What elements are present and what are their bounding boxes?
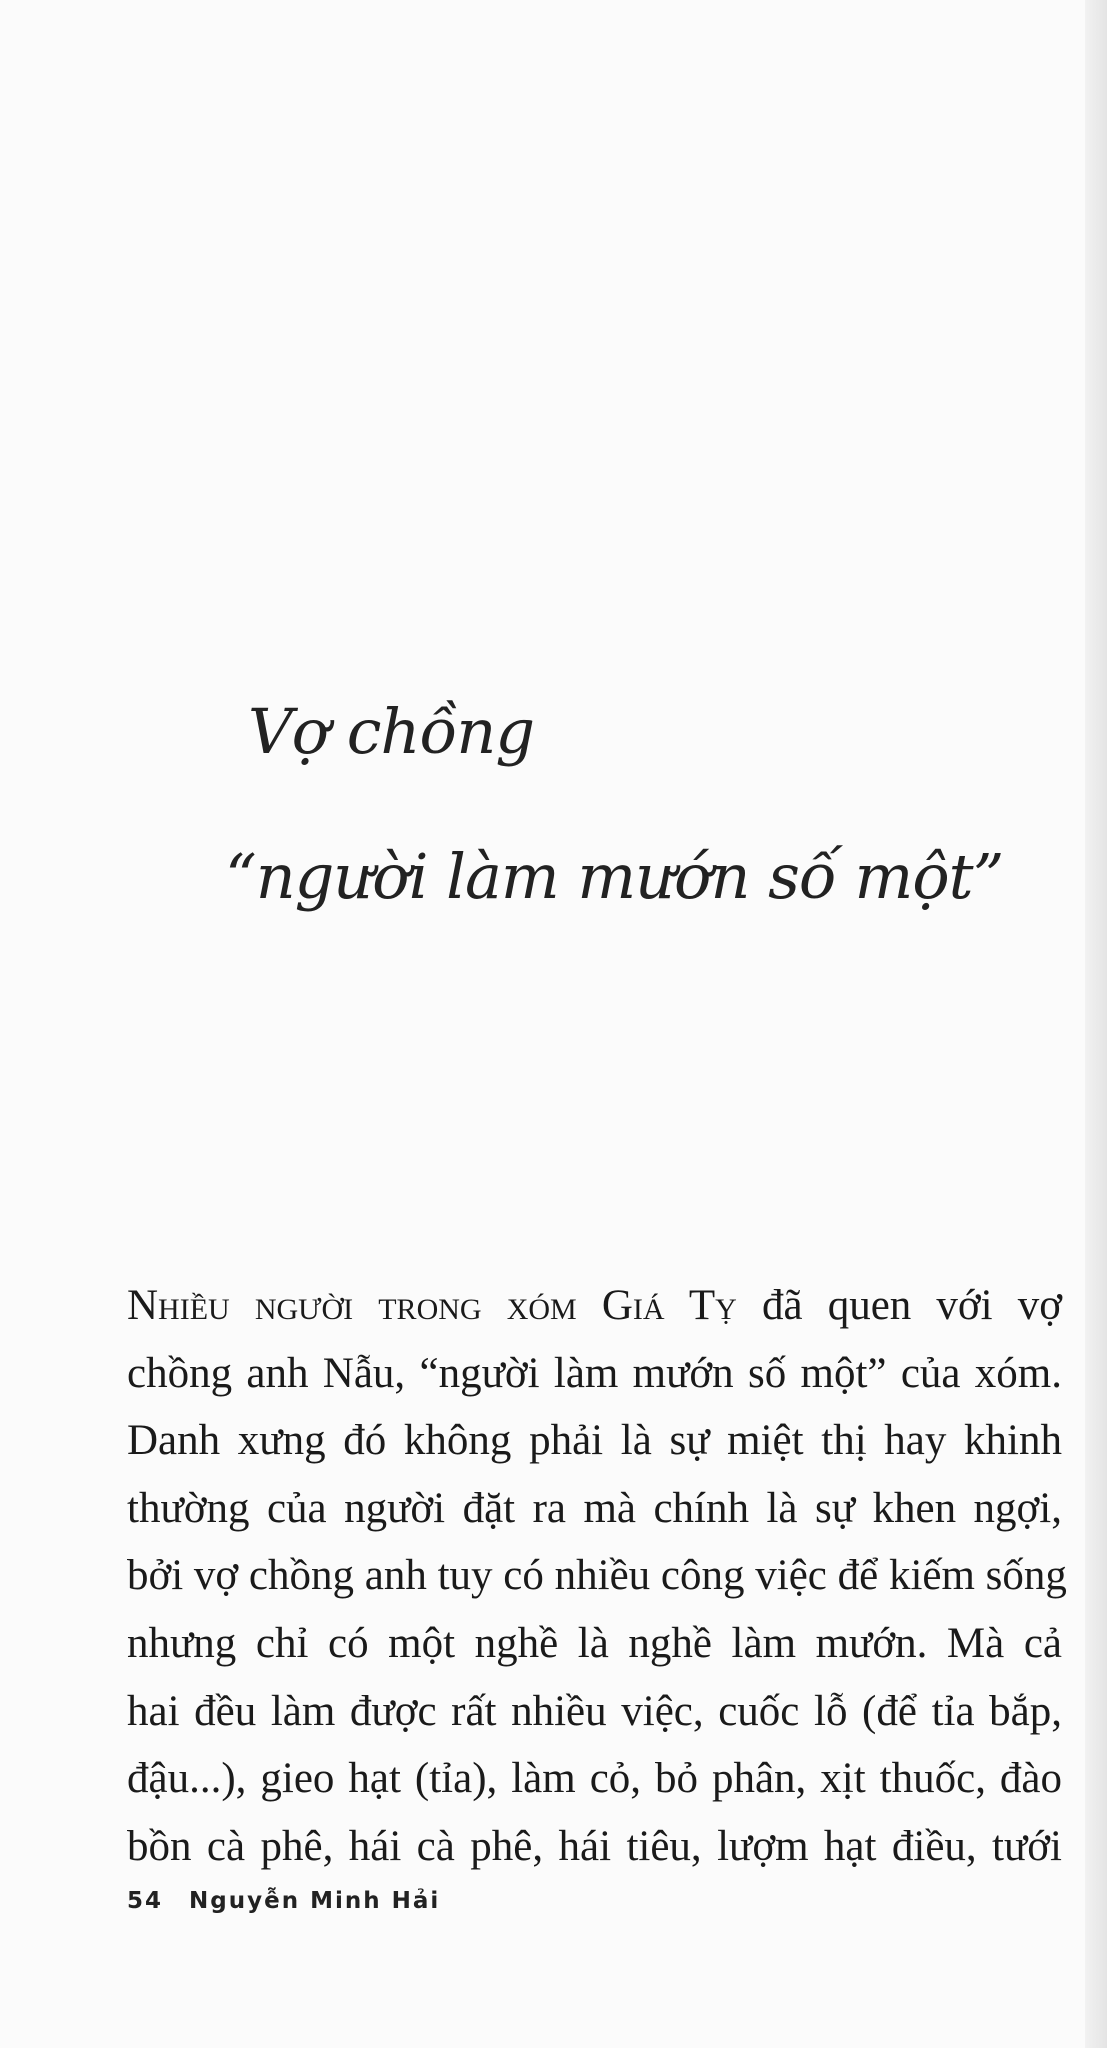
body-line: hai đều làm được rất nhiều việc, cuốc lỗ (để tỉa bắp, bbox=[127, 1687, 1062, 1735]
page-number: 54 bbox=[127, 1888, 164, 1914]
page-edge bbox=[1085, 0, 1107, 2048]
author-name: Nguyễn Minh Hải bbox=[189, 1888, 441, 1914]
body-line: đậu...), gieo hạt (tỉa), làm cỏ, bỏ phân, xịt thuốc, đào bbox=[127, 1755, 1062, 1803]
body-line bbox=[127, 1272, 1062, 1340]
chapter-title-line-2: “người làm mướn số một” bbox=[225, 840, 1004, 913]
body-line: thường của người đặt ra mà chính là sự khen ngợi, bbox=[127, 1484, 1062, 1532]
body-line: Danh xưng đó không phải là sự miệt thị hay khinh bbox=[127, 1417, 1062, 1465]
body-line: bồn cà phê, hái cà phê, hái tiêu, lượm hạt điều, tưới bbox=[127, 1822, 1062, 1870]
body-line-text: đã quen với vợ bbox=[736, 1282, 1062, 1329]
body-line: bởi vợ chồng anh tuy có nhiều công việc để kiếm sống bbox=[127, 1552, 1067, 1600]
page-footer bbox=[127, 1888, 440, 1914]
body-line: chồng anh Nẫu, “người làm mướn số một” của xóm. bbox=[127, 1349, 1062, 1397]
lead-in-small-caps: Nhiều người trong xóm Giá Tỵ bbox=[127, 1282, 737, 1329]
body-text bbox=[127, 1272, 1067, 1880]
chapter-title-line-1: Vợ chồng bbox=[248, 695, 535, 768]
body-line: nhưng chỉ có một nghề là nghề làm mướn. Mà cả bbox=[127, 1619, 1062, 1667]
